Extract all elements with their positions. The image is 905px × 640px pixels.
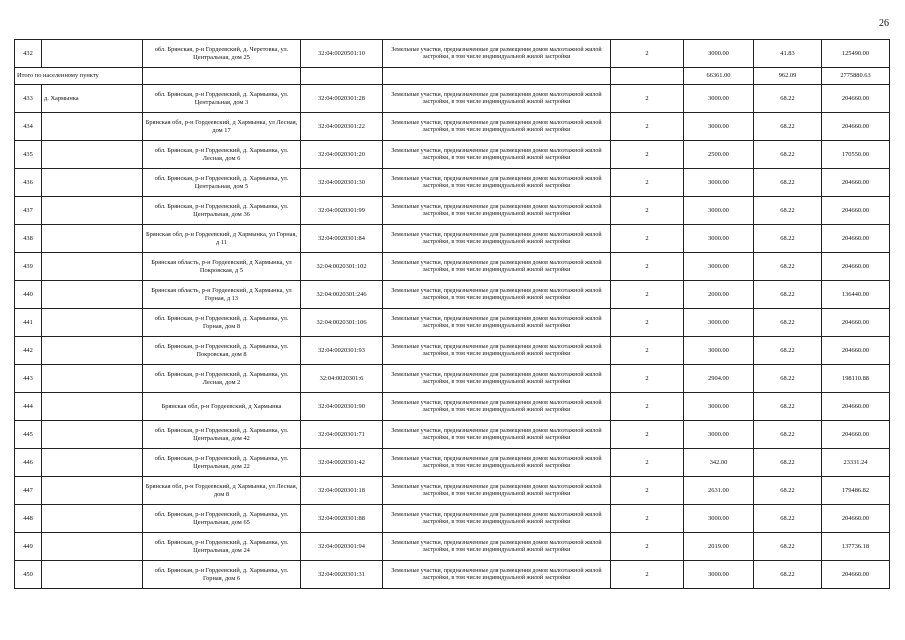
group-cell: 2 bbox=[611, 561, 684, 589]
value-cell: 204660.00 bbox=[822, 253, 890, 281]
row-number: 432 bbox=[15, 40, 42, 68]
row-number: 443 bbox=[15, 365, 42, 393]
table-row bbox=[15, 113, 890, 141]
value-cell: 204660.00 bbox=[822, 85, 890, 113]
area-cell: 342.00 bbox=[684, 449, 754, 477]
area-cell: 3000.00 bbox=[684, 113, 754, 141]
address-cell: обл. Брянская, р-н Гордеевский, д. Хармынка, ул. Покровская, дом 8 bbox=[143, 337, 301, 365]
rate-cell: 68.22 bbox=[754, 477, 822, 505]
total-row bbox=[15, 68, 890, 85]
area-cell: 2000.00 bbox=[684, 281, 754, 309]
rate-cell: 68.22 bbox=[754, 113, 822, 141]
address-cell: обл. Брянская, р-н Гордеевский, д. Хармынка, ул. Горная, дом 8 bbox=[143, 309, 301, 337]
locality-cell bbox=[42, 225, 143, 253]
area-cell: 3000.00 bbox=[684, 393, 754, 421]
locality-cell bbox=[42, 40, 143, 68]
row-number: 446 bbox=[15, 449, 42, 477]
locality-cell bbox=[42, 393, 143, 421]
value-cell: 204660.00 bbox=[822, 421, 890, 449]
land-use-cell: Земельные участки, предназначенные для размещения домов малоэтажной жилой застройки, в том числе индивидуальной жилой застройки bbox=[383, 113, 611, 141]
address-cell: Брянская обл, р-н Гордеевский, д Хармынка bbox=[143, 393, 301, 421]
group-cell: 2 bbox=[611, 40, 684, 68]
table-row bbox=[15, 421, 890, 449]
row-number: 448 bbox=[15, 505, 42, 533]
land-use-cell: Земельные участки, предназначенные для размещения домов малоэтажной жилой застройки, в том числе индивидуальной жилой застройки bbox=[383, 281, 611, 309]
row-number: 433 bbox=[15, 85, 42, 113]
group-cell: 2 bbox=[611, 449, 684, 477]
area-cell: 3000.00 bbox=[684, 309, 754, 337]
total-rate-cell: 962.09 bbox=[754, 68, 822, 85]
address-cell: Брянская область, р-н Гордеевский, д Хармынка, ул Горная, д 13 bbox=[143, 281, 301, 309]
area-cell: 2904.00 bbox=[684, 365, 754, 393]
value-cell: 179486.82 bbox=[822, 477, 890, 505]
area-cell: 3000.00 bbox=[684, 505, 754, 533]
group-cell: 2 bbox=[611, 337, 684, 365]
total-empty-cell bbox=[383, 68, 611, 85]
value-cell: 125490.00 bbox=[822, 40, 890, 68]
group-cell: 2 bbox=[611, 141, 684, 169]
land-use-cell: Земельные участки, предназначенные для размещения домов малоэтажной жилой застройки, в том числе индивидуальной жилой застройки bbox=[383, 253, 611, 281]
row-number: 450 bbox=[15, 561, 42, 589]
table-row bbox=[15, 225, 890, 253]
cadastral-number-cell: 32:04:0020301:20 bbox=[301, 141, 383, 169]
rate-cell: 68.22 bbox=[754, 225, 822, 253]
group-cell: 2 bbox=[611, 533, 684, 561]
cadastral-number-cell: 32:04:0020301:106 bbox=[301, 309, 383, 337]
address-cell: обл. Брянская, р-н Гордеевский, д. Хармынка, ул. Лесная, дом 6 bbox=[143, 141, 301, 169]
group-cell: 2 bbox=[611, 197, 684, 225]
land-use-cell: Земельные участки, предназначенные для размещения домов малоэтажной жилой застройки, в том числе индивидуальной жилой застройки bbox=[383, 309, 611, 337]
row-number: 442 bbox=[15, 337, 42, 365]
cadastral-number-cell: 32:04:0020301:246 bbox=[301, 281, 383, 309]
area-cell: 3000.00 bbox=[684, 253, 754, 281]
table-body bbox=[15, 40, 890, 589]
row-number: 438 bbox=[15, 225, 42, 253]
value-cell: 136440.00 bbox=[822, 281, 890, 309]
table-row bbox=[15, 253, 890, 281]
area-cell: 3000.00 bbox=[684, 225, 754, 253]
value-cell: 198110.88 bbox=[822, 365, 890, 393]
group-cell: 2 bbox=[611, 113, 684, 141]
value-cell: 204660.00 bbox=[822, 113, 890, 141]
value-cell: 204660.00 bbox=[822, 393, 890, 421]
area-cell: 3000.00 bbox=[684, 40, 754, 68]
table-row bbox=[15, 449, 890, 477]
locality-cell bbox=[42, 309, 143, 337]
rate-cell: 68.22 bbox=[754, 281, 822, 309]
cadastral-number-cell: 32:04:0020301:31 bbox=[301, 561, 383, 589]
group-cell: 2 bbox=[611, 281, 684, 309]
value-cell: 23331.24 bbox=[822, 449, 890, 477]
table-row bbox=[15, 505, 890, 533]
rate-cell: 68.22 bbox=[754, 169, 822, 197]
page-number: 26 bbox=[879, 18, 889, 29]
cadastral-number-cell: 32:04:0020301:42 bbox=[301, 449, 383, 477]
value-cell: 204660.00 bbox=[822, 505, 890, 533]
value-cell: 204660.00 bbox=[822, 169, 890, 197]
land-use-cell: Земельные участки, предназначенные для размещения домов малоэтажной жилой застройки, в том числе индивидуальной жилой застройки bbox=[383, 337, 611, 365]
rate-cell: 68.22 bbox=[754, 393, 822, 421]
locality-cell: д. Хармынка bbox=[42, 85, 143, 113]
rate-cell: 68.22 bbox=[754, 309, 822, 337]
group-cell: 2 bbox=[611, 477, 684, 505]
table-row bbox=[15, 309, 890, 337]
rate-cell: 68.22 bbox=[754, 337, 822, 365]
locality-cell bbox=[42, 281, 143, 309]
land-use-cell: Земельные участки, предназначенные для размещения домов малоэтажной жилой застройки, в том числе индивидуальной жилой застройки bbox=[383, 225, 611, 253]
row-number: 436 bbox=[15, 169, 42, 197]
rate-cell: 68.22 bbox=[754, 85, 822, 113]
total-empty-cell bbox=[143, 68, 301, 85]
cadastral-number-cell: 32:04:0020301:99 bbox=[301, 197, 383, 225]
locality-cell bbox=[42, 505, 143, 533]
rate-cell: 68.22 bbox=[754, 449, 822, 477]
table-row bbox=[15, 281, 890, 309]
value-cell: 204660.00 bbox=[822, 197, 890, 225]
cadastral-number-cell: 32:04:0020301:6 bbox=[301, 365, 383, 393]
row-number: 435 bbox=[15, 141, 42, 169]
rate-cell: 68.22 bbox=[754, 141, 822, 169]
cadastral-number-cell: 32:04:0020301:18 bbox=[301, 477, 383, 505]
cadastral-number-cell: 32:04:0020301:71 bbox=[301, 421, 383, 449]
cadastral-number-cell: 32:04:0020301:22 bbox=[301, 113, 383, 141]
rate-cell: 68.22 bbox=[754, 505, 822, 533]
group-cell: 2 bbox=[611, 253, 684, 281]
row-number: 439 bbox=[15, 253, 42, 281]
locality-cell bbox=[42, 169, 143, 197]
land-use-cell: Земельные участки, предназначенные для размещения домов малоэтажной жилой застройки, в том числе индивидуальной жилой застройки bbox=[383, 533, 611, 561]
row-number: 447 bbox=[15, 477, 42, 505]
area-cell: 2019.00 bbox=[684, 533, 754, 561]
value-cell: 204660.00 bbox=[822, 561, 890, 589]
rate-cell: 68.22 bbox=[754, 533, 822, 561]
land-use-cell: Земельные участки, предназначенные для размещения домов малоэтажной жилой застройки, в том числе индивидуальной жилой застройки bbox=[383, 421, 611, 449]
area-cell: 3000.00 bbox=[684, 197, 754, 225]
locality-cell bbox=[42, 421, 143, 449]
locality-cell bbox=[42, 253, 143, 281]
value-cell: 204660.00 bbox=[822, 337, 890, 365]
land-use-cell: Земельные участки, предназначенные для размещения домов малоэтажной жилой застройки, в том числе индивидуальной жилой застройки bbox=[383, 85, 611, 113]
land-registry-table bbox=[14, 39, 890, 589]
locality-cell bbox=[42, 141, 143, 169]
area-cell: 3000.00 bbox=[684, 561, 754, 589]
group-cell: 2 bbox=[611, 365, 684, 393]
address-cell: Брянская область, р-н Гордеевский, д Хармынка, ул Покровская, д 5 bbox=[143, 253, 301, 281]
rate-cell: 68.22 bbox=[754, 253, 822, 281]
address-cell: Брянская обл, р-н Гордеевский, д Хармынка, ул Лесная, дом 17 bbox=[143, 113, 301, 141]
land-use-cell: Земельные участки, предназначенные для размещения домов малоэтажной жилой застройки, в том числе индивидуальной жилой застройки bbox=[383, 40, 611, 68]
group-cell: 2 bbox=[611, 309, 684, 337]
locality-cell bbox=[42, 197, 143, 225]
area-cell: 3000.00 bbox=[684, 421, 754, 449]
locality-cell bbox=[42, 365, 143, 393]
address-cell: обл. Брянская, р-н Гордеевский, д. Хармынка, ул. Горная, дом 6 bbox=[143, 561, 301, 589]
row-number: 437 bbox=[15, 197, 42, 225]
value-cell: 137736.18 bbox=[822, 533, 890, 561]
address-cell: обл. Брянская, р-н Гордеевский, д. Черетовка, ул. Центральная, дом 25 bbox=[143, 40, 301, 68]
address-cell: обл. Брянская, р-н Гордеевский, д. Хармынка, ул. Центральная, дом 3 bbox=[143, 85, 301, 113]
group-cell: 2 bbox=[611, 169, 684, 197]
land-use-cell: Земельные участки, предназначенные для размещения домов малоэтажной жилой застройки, в том числе индивидуальной жилой застройки bbox=[383, 393, 611, 421]
total-empty-cell bbox=[611, 68, 684, 85]
table-row bbox=[15, 85, 890, 113]
land-use-cell: Земельные участки, предназначенные для размещения домов малоэтажной жилой застройки, в том числе индивидуальной жилой застройки bbox=[383, 197, 611, 225]
area-cell: 3000.00 bbox=[684, 169, 754, 197]
row-number: 441 bbox=[15, 309, 42, 337]
cadastral-number-cell: 32:04:0020301:93 bbox=[301, 337, 383, 365]
locality-cell bbox=[42, 337, 143, 365]
value-cell: 204660.00 bbox=[822, 225, 890, 253]
rate-cell: 68.22 bbox=[754, 561, 822, 589]
area-cell: 2500.00 bbox=[684, 141, 754, 169]
locality-cell bbox=[42, 561, 143, 589]
land-use-cell: Земельные участки, предназначенные для размещения домов малоэтажной жилой застройки, в том числе индивидуальной жилой застройки bbox=[383, 141, 611, 169]
address-cell: обл. Брянская, р-н Гордеевский, д. Хармынка, ул. Центральная, дом 22 bbox=[143, 449, 301, 477]
table-row bbox=[15, 365, 890, 393]
cadastral-number-cell: 32:04:0020301:88 bbox=[301, 505, 383, 533]
cadastral-number-cell: 32:04:0020301:94 bbox=[301, 533, 383, 561]
cadastral-number-cell: 32:04:0020301:28 bbox=[301, 85, 383, 113]
table-row bbox=[15, 337, 890, 365]
row-number: 449 bbox=[15, 533, 42, 561]
total-empty-cell bbox=[301, 68, 383, 85]
total-value-cell: 2775880.63 bbox=[822, 68, 890, 85]
row-number: 444 bbox=[15, 393, 42, 421]
total-area-cell: 66361.00 bbox=[684, 68, 754, 85]
cadastral-number-cell: 32:04:0020501:10 bbox=[301, 40, 383, 68]
address-cell: обл. Брянская, р-н Гордеевский, д. Хармынка, ул. Центральная, дом 42 bbox=[143, 421, 301, 449]
land-use-cell: Земельные участки, предназначенные для размещения домов малоэтажной жилой застройки, в том числе индивидуальной жилой застройки bbox=[383, 477, 611, 505]
area-cell: 3000.00 bbox=[684, 85, 754, 113]
rate-cell: 41.83 bbox=[754, 40, 822, 68]
area-cell: 2631.00 bbox=[684, 477, 754, 505]
address-cell: обл. Брянская, р-н Гордеевский, д. Хармынка, ул. Центральная, дом 65 bbox=[143, 505, 301, 533]
table-row bbox=[15, 40, 890, 68]
rate-cell: 68.22 bbox=[754, 197, 822, 225]
cadastral-number-cell: 32:04:0020301:102 bbox=[301, 253, 383, 281]
cadastral-number-cell: 32:04:0020301:90 bbox=[301, 393, 383, 421]
land-use-cell: Земельные участки, предназначенные для размещения домов малоэтажной жилой застройки, в том числе индивидуальной жилой застройки bbox=[383, 365, 611, 393]
group-cell: 2 bbox=[611, 505, 684, 533]
group-cell: 2 bbox=[611, 85, 684, 113]
table-row bbox=[15, 141, 890, 169]
address-cell: Брянская обл, р-н Гордеевский, д Хармынка, ул Горная, д 11 bbox=[143, 225, 301, 253]
area-cell: 3000.00 bbox=[684, 337, 754, 365]
locality-cell bbox=[42, 449, 143, 477]
address-cell: обл. Брянская, р-н Гордеевский, д. Хармынка, ул. Лесная, дом 2 bbox=[143, 365, 301, 393]
land-use-cell: Земельные участки, предназначенные для размещения домов малоэтажной жилой застройки, в том числе индивидуальной жилой застройки bbox=[383, 169, 611, 197]
table-row bbox=[15, 477, 890, 505]
locality-cell bbox=[42, 113, 143, 141]
group-cell: 2 bbox=[611, 421, 684, 449]
address-cell: обл. Брянская, р-н Гордеевский, д. Хармынка, ул. Центральная, дом 36 bbox=[143, 197, 301, 225]
rate-cell: 68.22 bbox=[754, 365, 822, 393]
cadastral-number-cell: 32:04:0020301:84 bbox=[301, 225, 383, 253]
value-cell: 170550.00 bbox=[822, 141, 890, 169]
land-use-cell: Земельные участки, предназначенные для размещения домов малоэтажной жилой застройки, в том числе индивидуальной жилой застройки bbox=[383, 561, 611, 589]
address-cell: Брянская обл, р-н Гордеевский, д Хармынка, ул Лесная, дом 8 bbox=[143, 477, 301, 505]
table-row bbox=[15, 533, 890, 561]
row-number: 434 bbox=[15, 113, 42, 141]
total-label: Итого по населенному пункту bbox=[15, 68, 143, 85]
group-cell: 2 bbox=[611, 225, 684, 253]
row-number: 440 bbox=[15, 281, 42, 309]
row-number: 445 bbox=[15, 421, 42, 449]
table-row bbox=[15, 169, 890, 197]
value-cell: 204660.00 bbox=[822, 309, 890, 337]
land-use-cell: Земельные участки, предназначенные для размещения домов малоэтажной жилой застройки, в том числе индивидуальной жилой застройки bbox=[383, 449, 611, 477]
group-cell: 2 bbox=[611, 393, 684, 421]
rate-cell: 68.22 bbox=[754, 421, 822, 449]
address-cell: обл. Брянская, р-н Гордеевский, д. Хармынка, ул. Центральная, дом 5 bbox=[143, 169, 301, 197]
table-row bbox=[15, 197, 890, 225]
cadastral-number-cell: 32:04:0020301:30 bbox=[301, 169, 383, 197]
table-row bbox=[15, 393, 890, 421]
address-cell: обл. Брянская, р-н Гордеевский, д. Хармынка, ул. Центральная, дом 24 bbox=[143, 533, 301, 561]
land-use-cell: Земельные участки, предназначенные для размещения домов малоэтажной жилой застройки, в том числе индивидуальной жилой застройки bbox=[383, 505, 611, 533]
table-row bbox=[15, 561, 890, 589]
locality-cell bbox=[42, 477, 143, 505]
locality-cell bbox=[42, 533, 143, 561]
